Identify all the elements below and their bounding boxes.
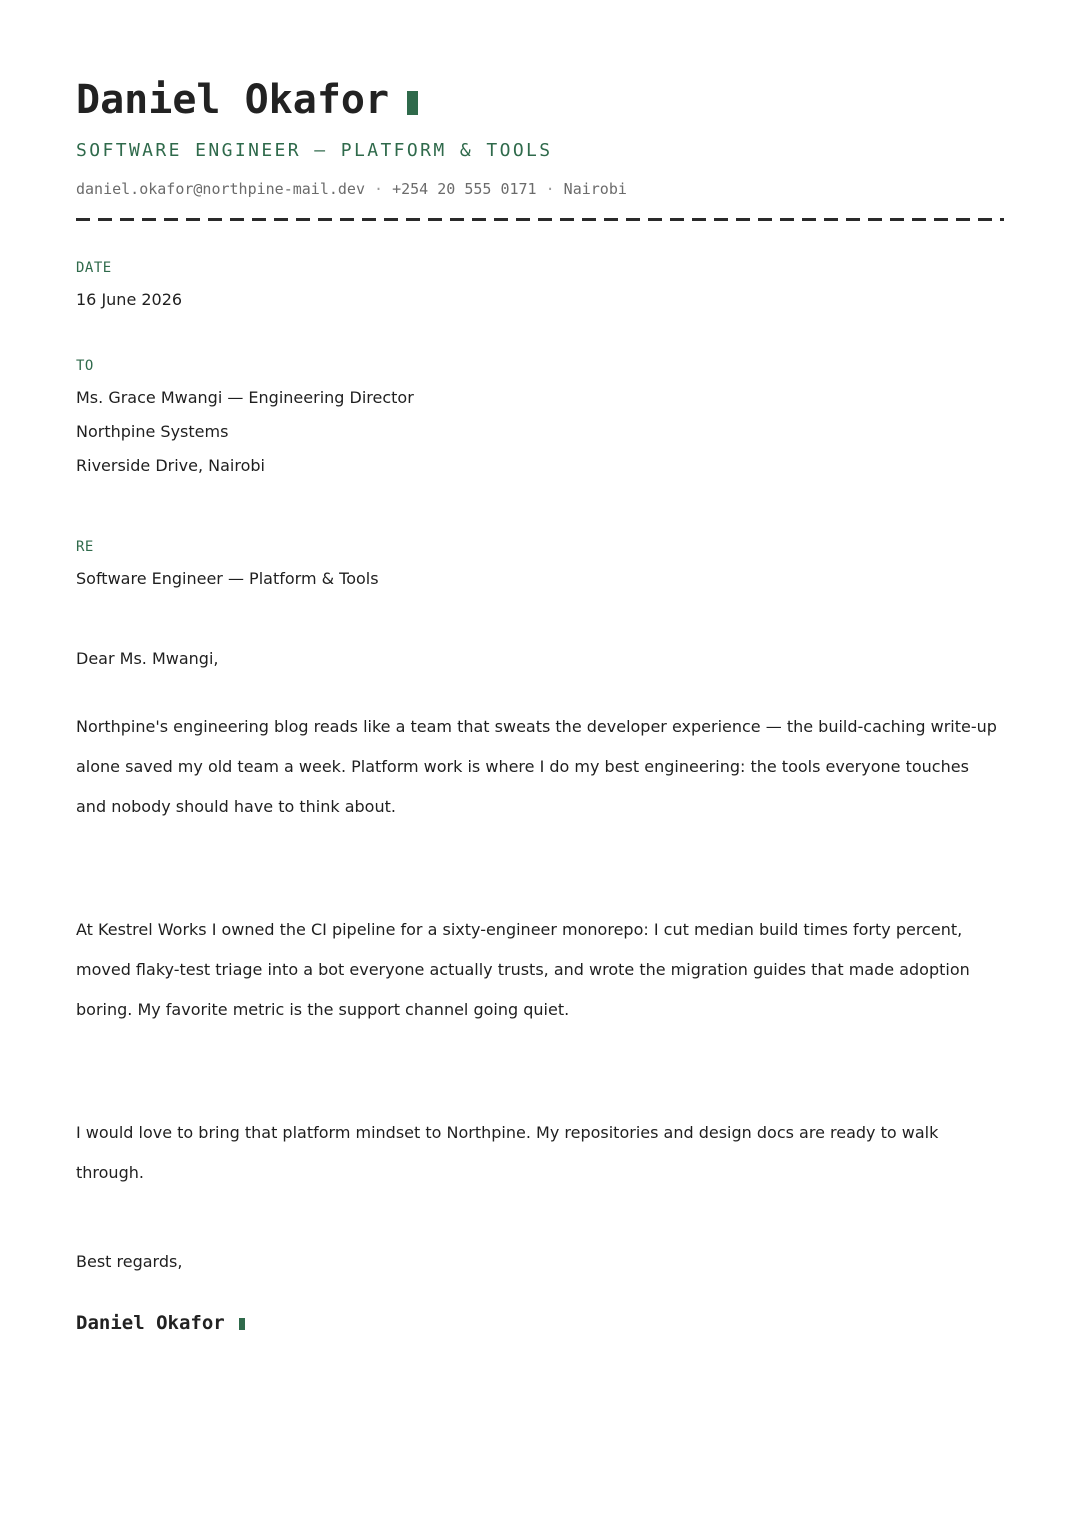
recipient-block — [76, 387, 414, 489]
subject-value: Software Engineer — Platform & Tools — [76, 569, 379, 588]
body-paragraph: Northpine's engineering blog reads like a team that sweats the developer experience — the build-caching write-up alone saved my old team a week. Platform work is where I do my best engineering: the tools everyone touches and nobody should have to think about. — [76, 717, 997, 816]
signature-name: Daniel Okafor — [76, 1312, 225, 1334]
sender-name-heading — [76, 76, 418, 124]
dashed-divider — [76, 218, 1004, 221]
cursor-block-icon — [239, 1318, 245, 1330]
date-value: 16 June 2026 — [76, 290, 183, 309]
closing: Best regards, — [76, 1252, 183, 1271]
date-label: DATE — [76, 260, 112, 276]
contact-line — [76, 180, 627, 198]
recipient-address-line: Riverside Drive, Nairobi — [76, 456, 265, 475]
sender-name: Daniel Okafor — [76, 77, 390, 123]
signature — [76, 1312, 245, 1334]
subject-label: RE — [76, 539, 94, 555]
body-paragraph: At Kestrel Works I owned the CI pipeline for a sixty-engineer monorepo: I cut median build times forty percent, moved flaky-test triage into a bot everyone actually trusts, and wrote the migration guides that made adoption boring. My favorite metric is the support channel going quiet. — [76, 920, 970, 1019]
recipient-name-line: Ms. Grace Mwangi — Engineering Director — [76, 388, 414, 407]
job-title-tagline: SOFTWARE ENGINEER — PLATFORM & TOOLS — [76, 140, 553, 161]
salutation: Dear Ms. Mwangi, — [76, 649, 219, 668]
recipient-label: TO — [76, 358, 94, 374]
contact-separator: · — [545, 180, 555, 198]
contact-separator: · — [374, 180, 384, 198]
contact-city: Nairobi — [563, 180, 627, 198]
contact-email: daniel.okafor@northpine-mail.dev — [76, 180, 365, 198]
body-paragraph: I would love to bring that platform mindset to Northpine. My repositories and design docs are ready to walk through. — [76, 1123, 939, 1182]
recipient-company-line: Northpine Systems — [76, 422, 229, 441]
cursor-block-icon — [407, 91, 418, 115]
contact-phone: +254 20 555 0171 — [392, 180, 537, 198]
